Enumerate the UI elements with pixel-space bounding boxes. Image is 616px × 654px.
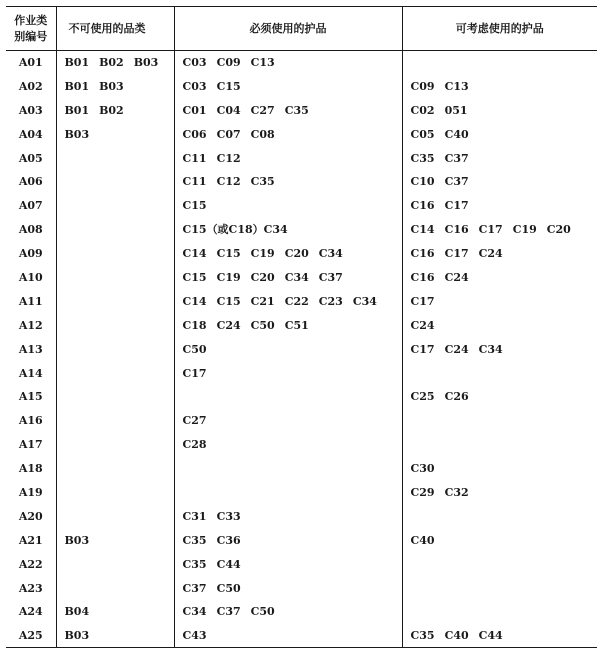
item-code: B03 (99, 79, 124, 93)
job-code-cell: A24 (6, 600, 56, 624)
table-row (6, 122, 597, 146)
item-code: C37 (444, 175, 469, 189)
required-cell (174, 313, 402, 337)
item-code: C28 (182, 438, 207, 452)
item-code: C35 (182, 557, 207, 571)
job-code-cell: A10 (6, 266, 56, 290)
item-code: B03 (64, 127, 90, 141)
job-code-cell: A23 (6, 576, 56, 600)
item-code: C16 (444, 223, 469, 237)
item-code: C43 (182, 629, 207, 643)
table-row (6, 74, 597, 98)
table-row (6, 624, 597, 648)
header-job-code-line1: 作业类 (14, 13, 48, 27)
item-code: C17 (410, 294, 435, 308)
required-cell (174, 552, 402, 576)
job-code-cell: A04 (6, 122, 56, 146)
table-header-row (6, 7, 597, 51)
required-cell (174, 624, 402, 648)
item-code: C40 (444, 127, 469, 141)
item-code: C27 (182, 414, 207, 428)
item-code: C25 (410, 390, 435, 404)
item-code: C37 (444, 151, 469, 165)
item-code: C17 (478, 223, 503, 237)
item-code: C19 (250, 247, 275, 261)
item-code: C13 (444, 79, 469, 93)
job-code-cell: A08 (6, 218, 56, 242)
item-code: C31 (182, 509, 207, 523)
job-code-cell: A18 (6, 457, 56, 481)
optional-cell (402, 266, 597, 290)
item-code: C35 (182, 533, 207, 547)
item-code: C07 (216, 127, 241, 141)
table-row (6, 361, 597, 385)
item-code: C29 (410, 485, 435, 499)
item-code: C11 (182, 175, 207, 189)
optional-cell (402, 313, 597, 337)
job-code-cell: A20 (6, 504, 56, 528)
item-code: C37 (318, 270, 343, 284)
item-code: B01 (64, 79, 90, 93)
optional-cell (402, 361, 597, 385)
item-code: C14 (182, 247, 207, 261)
table-row (6, 146, 597, 170)
required-cell (174, 504, 402, 528)
item-code: C15 (216, 294, 241, 308)
job-code-cell: A15 (6, 385, 56, 409)
table-row (6, 552, 597, 576)
item-code: C40 (410, 533, 435, 547)
item-code: C34 (478, 342, 503, 356)
required-cell (174, 481, 402, 505)
item-code: C24 (478, 247, 503, 261)
item-code: C12 (216, 151, 241, 165)
item-code: C51 (284, 318, 309, 332)
item-code: C40 (444, 629, 469, 643)
item-code: C35 (410, 151, 435, 165)
required-cell (174, 433, 402, 457)
item-code: C02 (410, 103, 435, 117)
optional-cell (402, 600, 597, 624)
item-code: C22 (284, 294, 309, 308)
optional-cell (402, 457, 597, 481)
item-code: C12 (216, 175, 241, 189)
forbidden-cell (56, 74, 174, 98)
ppe-table-page (6, 6, 610, 648)
item-code: B03 (64, 533, 90, 547)
item-code: C08 (250, 127, 275, 141)
required-cell (174, 600, 402, 624)
item-code: C35 (410, 629, 435, 643)
forbidden-cell (56, 51, 174, 75)
table-row (6, 313, 597, 337)
required-cell (174, 289, 402, 313)
optional-cell (402, 552, 597, 576)
forbidden-cell (56, 218, 174, 242)
item-code: C24 (216, 318, 241, 332)
item-code: C44 (216, 557, 241, 571)
optional-cell (402, 385, 597, 409)
forbidden-cell (56, 528, 174, 552)
item-code: C16 (410, 199, 435, 213)
job-code-cell: A07 (6, 194, 56, 218)
required-cell (174, 122, 402, 146)
job-code-cell: A19 (6, 481, 56, 505)
forbidden-cell (56, 337, 174, 361)
required-cell (174, 528, 402, 552)
item-code: C19 (512, 223, 537, 237)
optional-cell (402, 146, 597, 170)
item-code: B03 (133, 56, 159, 70)
table-row (6, 194, 597, 218)
item-code: C50 (250, 318, 275, 332)
job-code-cell: A14 (6, 361, 56, 385)
forbidden-cell (56, 433, 174, 457)
optional-cell (402, 289, 597, 313)
forbidden-cell (56, 624, 174, 648)
table-row (6, 528, 597, 552)
item-code: B04 (64, 605, 90, 619)
table-row (6, 457, 597, 481)
optional-cell (402, 51, 597, 75)
table-row (6, 385, 597, 409)
optional-cell (402, 218, 597, 242)
optional-cell (402, 504, 597, 528)
optional-cell (402, 242, 597, 266)
item-code: C03 (182, 56, 207, 70)
forbidden-cell (56, 552, 174, 576)
required-cell (174, 194, 402, 218)
item-code: C09 (216, 56, 241, 70)
item-code: C16 (410, 247, 435, 261)
item-code: C50 (216, 581, 241, 595)
item-code: C20 (546, 223, 571, 237)
required-cell (174, 242, 402, 266)
item-code: C17 (444, 199, 469, 213)
required-cell (174, 409, 402, 433)
required-cell (174, 337, 402, 361)
item-code: C10 (410, 175, 435, 189)
table-body (6, 51, 597, 648)
forbidden-cell (56, 122, 174, 146)
item-code: C34 (182, 605, 207, 619)
job-code-cell: A13 (6, 337, 56, 361)
item-code: C14 (410, 223, 435, 237)
required-cell (174, 74, 402, 98)
table-row (6, 481, 597, 505)
job-code-cell: A09 (6, 242, 56, 266)
item-code: C24 (444, 270, 469, 284)
forbidden-cell (56, 194, 174, 218)
forbidden-cell (56, 576, 174, 600)
optional-cell (402, 98, 597, 122)
required-cell (174, 146, 402, 170)
forbidden-cell (56, 385, 174, 409)
item-code: C24 (444, 342, 469, 356)
item-code: C20 (250, 270, 275, 284)
header-forbidden: 不可使用的品类 (56, 7, 174, 51)
optional-cell (402, 481, 597, 505)
item-code: C09 (410, 79, 435, 93)
required-cell (174, 98, 402, 122)
optional-cell (402, 433, 597, 457)
forbidden-cell (56, 289, 174, 313)
item-code: C23 (318, 294, 343, 308)
job-code-cell: A01 (6, 51, 56, 75)
table-row (6, 170, 597, 194)
item-code: C04 (216, 103, 241, 117)
item-code: B02 (99, 103, 124, 117)
item-code: C15 (182, 270, 207, 284)
item-code: C17 (182, 366, 207, 380)
item-code: B02 (99, 56, 124, 70)
forbidden-cell (56, 600, 174, 624)
item-code: C14 (182, 294, 207, 308)
forbidden-cell (56, 146, 174, 170)
forbidden-cell (56, 481, 174, 505)
job-code-cell: A03 (6, 98, 56, 122)
required-cell (174, 218, 402, 242)
required-cell (174, 576, 402, 600)
item-code: C35 (250, 175, 275, 189)
optional-cell (402, 194, 597, 218)
table-row (6, 433, 597, 457)
optional-cell (402, 624, 597, 648)
required-cell (174, 457, 402, 481)
item-code: 051 (444, 103, 468, 117)
required-cell (174, 266, 402, 290)
table-row (6, 289, 597, 313)
table-row (6, 98, 597, 122)
item-code: C30 (410, 462, 435, 476)
item-code: C06 (182, 127, 207, 141)
item-code: C37 (182, 581, 207, 595)
optional-cell (402, 74, 597, 98)
job-code-cell: A21 (6, 528, 56, 552)
required-cell (174, 361, 402, 385)
item-code: C16 (410, 270, 435, 284)
item-code: C36 (216, 533, 241, 547)
forbidden-cell (56, 313, 174, 337)
optional-cell (402, 337, 597, 361)
job-code-cell: A25 (6, 624, 56, 648)
item-code: C15 (216, 247, 241, 261)
ppe-selection-table (6, 6, 597, 648)
item-code: C50 (250, 605, 275, 619)
job-code-cell: A11 (6, 289, 56, 313)
forbidden-cell (56, 409, 174, 433)
item-code: C15 (216, 79, 241, 93)
item-code: C20 (284, 247, 309, 261)
item-code: C24 (410, 318, 435, 332)
job-code-cell: A02 (6, 74, 56, 98)
item-code: C15（或C18）C34 (182, 223, 288, 237)
required-cell (174, 51, 402, 75)
optional-cell (402, 576, 597, 600)
job-code-cell: A22 (6, 552, 56, 576)
table-row (6, 242, 597, 266)
table-row (6, 504, 597, 528)
forbidden-cell (56, 98, 174, 122)
item-code: C17 (444, 247, 469, 261)
optional-cell (402, 170, 597, 194)
job-code-cell: A12 (6, 313, 56, 337)
header-job-code-line2: 别编号 (14, 29, 48, 43)
forbidden-cell (56, 504, 174, 528)
table-row (6, 600, 597, 624)
item-code: C21 (250, 294, 275, 308)
item-code: B01 (64, 103, 90, 117)
item-code: B01 (64, 56, 90, 70)
header-required: 必须使用的护品 (174, 7, 402, 51)
item-code: C44 (478, 629, 503, 643)
header-optional: 可考虑使用的护品 (402, 7, 597, 51)
item-code: C18 (182, 318, 207, 332)
forbidden-cell (56, 457, 174, 481)
item-code: C34 (284, 270, 309, 284)
item-code: C03 (182, 79, 207, 93)
optional-cell (402, 409, 597, 433)
table-row (6, 337, 597, 361)
item-code: C34 (352, 294, 377, 308)
item-code: C17 (410, 342, 435, 356)
table-row (6, 218, 597, 242)
item-code: C34 (318, 247, 343, 261)
item-code: C15 (182, 199, 207, 213)
item-code: C32 (444, 485, 469, 499)
job-code-cell: A16 (6, 409, 56, 433)
item-code: C01 (182, 103, 207, 117)
job-code-cell: A17 (6, 433, 56, 457)
item-code: C19 (216, 270, 241, 284)
job-code-cell: A05 (6, 146, 56, 170)
item-code: B03 (64, 629, 90, 643)
item-code: C27 (250, 103, 275, 117)
item-code: C13 (250, 56, 275, 70)
forbidden-cell (56, 361, 174, 385)
forbidden-cell (56, 242, 174, 266)
optional-cell (402, 528, 597, 552)
item-code: C50 (182, 342, 207, 356)
required-cell (174, 385, 402, 409)
required-cell (174, 170, 402, 194)
item-code: C37 (216, 605, 241, 619)
item-code: C33 (216, 509, 241, 523)
item-code: C11 (182, 151, 207, 165)
table-row (6, 51, 597, 75)
table-row (6, 576, 597, 600)
table-row (6, 266, 597, 290)
optional-cell (402, 122, 597, 146)
job-code-cell: A06 (6, 170, 56, 194)
item-code: C35 (284, 103, 309, 117)
table-row (6, 409, 597, 433)
header-job-code (6, 7, 56, 51)
forbidden-cell (56, 170, 174, 194)
item-code: C05 (410, 127, 435, 141)
forbidden-cell (56, 266, 174, 290)
item-code: C26 (444, 390, 469, 404)
